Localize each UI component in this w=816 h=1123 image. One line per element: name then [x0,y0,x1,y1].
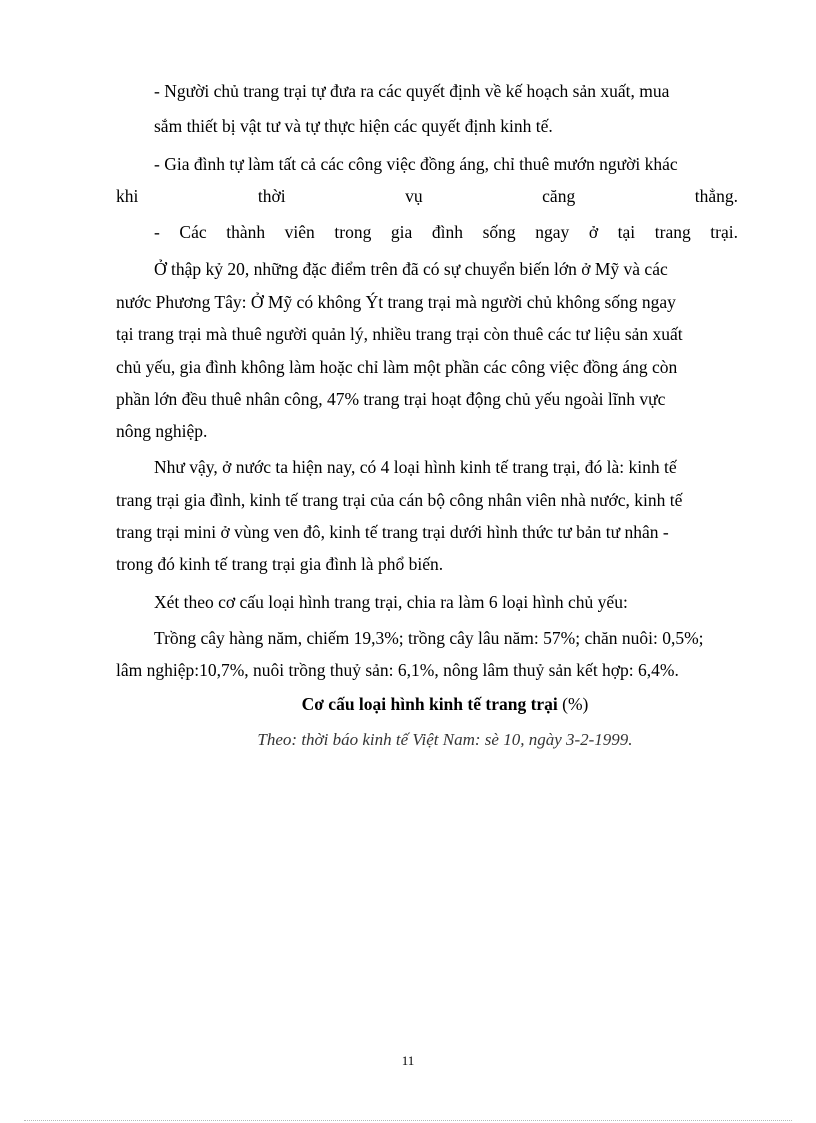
paragraph-line: trang trại mini ở vùng ven đô, kinh tế trang trại dưới hình thức tư bản tư nhân - [116,522,669,542]
paragraph-line: nước Phương Tây: Ở Mỹ có không Ýt trang trại mà người chủ không sống ngay [116,292,676,312]
page-number: 11 [401,1053,415,1068]
paragraph-line: lâm nghiệp:10,7%, nuôi trồng thuỷ sản: 6,1%, nông lâm thuỷ sản kết hợp: 6,4%. [116,660,679,680]
word: căng [542,186,576,206]
word: thẳng. [694,186,738,206]
paragraph-line: - Gia đình tự làm tất cả các công việc đồng áng, chỉ thuê mướn người khác [154,154,678,174]
caption-source: Theo: thời báo kinh tế Việt Nam: sè 10, ngày 3-2-1999. [257,730,633,749]
word: thời [257,186,286,206]
paragraph-line: Xét theo cơ cấu loại hình trang trại, chia ra làm 6 loại hình chủ yếu: [154,592,628,612]
spaced-paragraph-line [116,184,738,208]
word: khi [116,186,139,206]
page-bottom-rule [24,1120,792,1121]
paragraph-line: sắm thiết bị vật tư và tự thực hiện các quyết định kinh tế. [154,116,553,136]
caption-unit: (%) [562,694,589,714]
paragraph-line: phần lớn đều thuê nhân công, 47% trang trại hoạt động chủ yếu ngoài lĩnh vực [116,389,666,409]
paragraph-line: trong đó kinh tế trang trại gia đình là phổ biến. [116,554,444,574]
paragraph-line: Trồng cây hàng năm, chiếm 19,3%; trồng cây lâu năm: 57%; chăn nuôi: 0,5%; [154,628,704,648]
paragraph-line: Ở thập kỷ 20, những đặc điểm trên đã có sự chuyển biến lớn ở Mỹ và các [154,259,668,279]
paragraph-line: - Các thành viên trong gia đình sống ngay ở tại trang trại. [154,222,738,242]
word: vụ [405,186,423,206]
paragraph-line: - Người chủ trang trại tự đưa ra các quyết định về kế hoạch sản xuất, mua [154,81,670,101]
paragraph-line: chủ yếu, gia đình không làm hoặc chỉ làm một phần các công việc đồng áng còn [116,357,678,377]
paragraph-line: tại trang trại mà thuê người quản lý, nhiều trang trại còn thuê các tư liệu sản xuất [116,324,683,344]
chart-caption-title [116,692,774,716]
paragraph-line: nông nghiệp. [116,421,208,441]
caption-title-text: Cơ cấu loại hình kinh tế trang trại [301,694,558,714]
paragraph-line: Như vậy, ở nước ta hiện nay, có 4 loại hình kinh tế trang trại, đó là: kinh tế [154,457,677,477]
paragraph-line: trang trại gia đình, kinh tế trang trại của cán bộ công nhân viên nhà nước, kinh tế [116,490,683,510]
